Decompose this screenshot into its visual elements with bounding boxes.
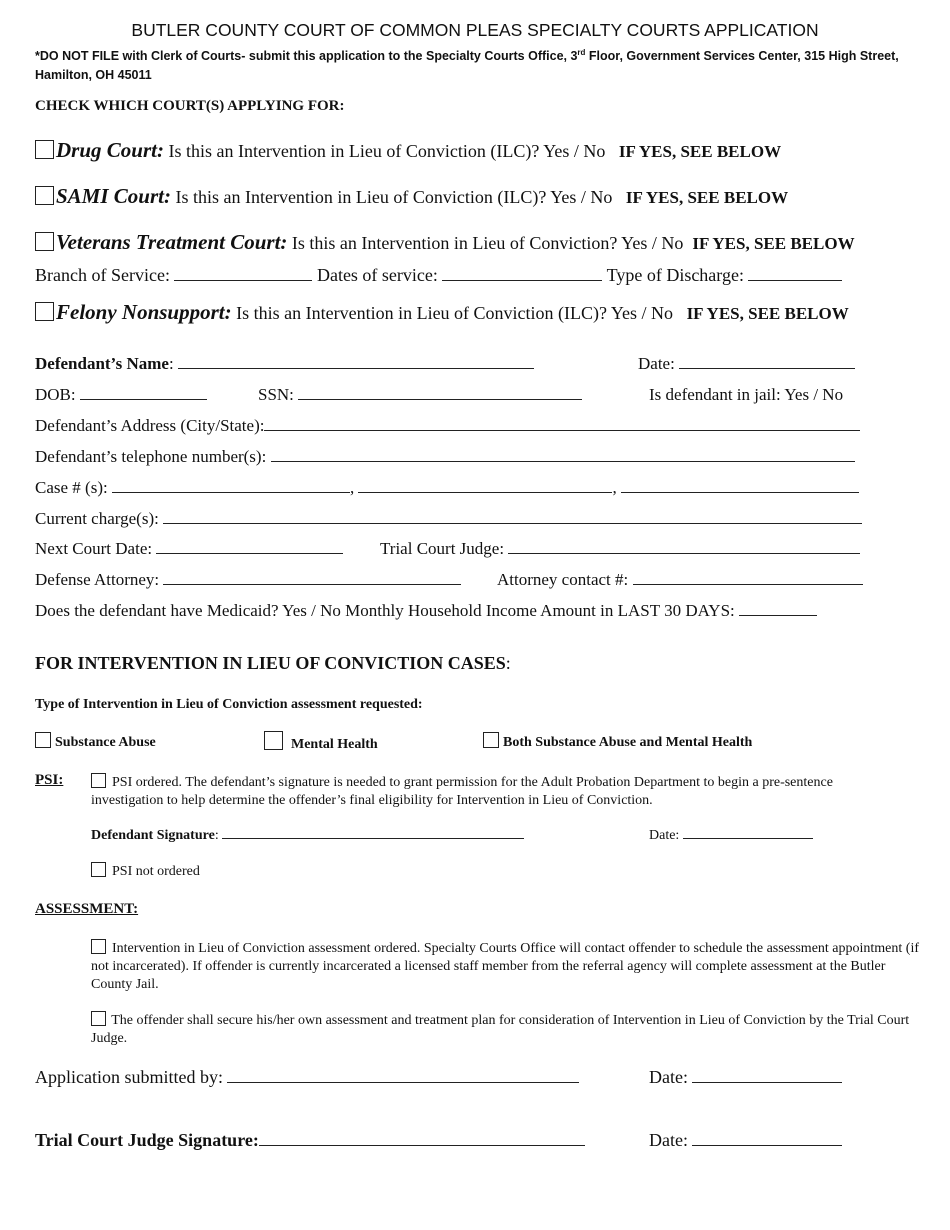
attorney-field[interactable]	[163, 570, 461, 585]
psi-not-ordered-text: PSI not ordered	[112, 864, 200, 879]
comma: ,	[612, 478, 617, 497]
submitted-by-field[interactable]	[227, 1067, 579, 1083]
option-substance-abuse[interactable]	[35, 732, 156, 751]
substance-abuse-checkbox[interactable]	[35, 732, 51, 748]
submitted-date-row	[649, 1067, 842, 1088]
attorney-contact-row	[497, 570, 863, 590]
defendant-signature-field[interactable]	[222, 826, 524, 839]
jail-question: Is defendant in jail: Yes / No	[649, 385, 844, 404]
court-note: IF YES, SEE BELOW	[692, 234, 855, 253]
option-label: Substance Abuse	[55, 735, 156, 750]
assessment-ordered-checkbox[interactable]	[91, 939, 106, 954]
date-label: Date:	[649, 1130, 688, 1150]
court-name: Veterans Treatment Court:	[56, 230, 288, 254]
ssn-label: SSN:	[258, 385, 294, 404]
both-checkbox[interactable]	[483, 732, 499, 748]
assessment-label: ASSESSMENT:	[35, 901, 139, 917]
court-name: Felony Nonsupport:	[56, 300, 232, 324]
psi-not-ordered-checkbox[interactable]	[91, 862, 106, 877]
dates-label: Dates of service:	[316, 265, 438, 285]
court-row-felony	[35, 300, 849, 325]
date-row	[638, 354, 855, 374]
court-row-veterans	[35, 230, 855, 255]
next-court-row	[35, 539, 343, 559]
judge-row	[380, 539, 860, 559]
phone-row	[35, 447, 855, 467]
judge-date-field[interactable]	[692, 1130, 842, 1146]
court-row-drug	[35, 138, 781, 163]
veterans-court-checkbox[interactable]	[35, 232, 54, 251]
court-note: IF YES, SEE BELOW	[618, 142, 782, 161]
submitted-by-row	[35, 1067, 579, 1088]
branch-label: Branch of Service:	[35, 265, 170, 285]
filing-note-part1: *DO NOT FILE with Clerk of Courts- submit this application to the Specialty Courts Office, 3	[35, 49, 578, 64]
ssn-field[interactable]	[298, 385, 582, 400]
dob-field[interactable]	[80, 385, 207, 400]
charges-field[interactable]	[163, 509, 862, 524]
judge-signature-row	[35, 1130, 585, 1151]
address-label: Defendant’s Address (City/State):	[35, 416, 265, 435]
sami-court-checkbox[interactable]	[35, 186, 54, 205]
assessment-option-2-text: The offender shall secure his/her own assessment and treatment plan for consideration of Intervention in Lieu of Conviction by the Trial Court Judge.	[91, 1013, 910, 1046]
discharge-field[interactable]	[748, 266, 842, 281]
option-both[interactable]	[483, 732, 752, 751]
judge-signature-label: Trial Court Judge Signature:	[35, 1130, 259, 1150]
option-label: Mental Health	[291, 737, 378, 752]
court-question: Is this an Intervention in Lieu of Conviction? Yes / No	[291, 233, 684, 253]
address-field[interactable]	[264, 416, 860, 431]
court-row-sami	[35, 184, 788, 209]
option-label: Both Substance Abuse and Mental Health	[503, 735, 753, 750]
option-mental-health[interactable]	[264, 731, 378, 753]
signature-label: Defendant Signature	[91, 828, 215, 843]
ilc-heading-row	[35, 653, 511, 674]
next-court-field[interactable]	[156, 539, 343, 554]
psi-ordered-row	[91, 773, 891, 810]
psi-date-row	[649, 826, 813, 844]
medicaid-row	[35, 601, 817, 621]
drug-court-checkbox[interactable]	[35, 140, 54, 159]
assessment-option-1	[91, 939, 921, 994]
submitted-by-label: Application submitted by:	[35, 1067, 223, 1087]
assessment-option-2	[91, 1011, 921, 1048]
defendant-signature-row	[91, 826, 524, 844]
date-label: Date:	[649, 828, 680, 843]
psi-date-field[interactable]	[683, 826, 813, 839]
ilc-heading: FOR INTERVENTION IN LIEU OF CONVICTION CASES	[35, 653, 506, 673]
phone-field[interactable]	[271, 447, 855, 462]
assessment-option-1-text: Intervention in Lieu of Conviction assessment ordered. Specialty Courts Office will contact offender to schedule the assessment appointment (if not incarcerated). If offender is currently incarcerated a licensed staff member from the referral agency will complete assessment at the Butler County Jail.	[91, 941, 919, 992]
attorney-row	[35, 570, 461, 590]
judge-label: Trial Court Judge:	[380, 539, 505, 558]
ssn-row	[258, 385, 582, 405]
court-question: Is this an Intervention in Lieu of Conviction (ILC)? Yes / No	[168, 141, 606, 161]
attorney-label: Defense Attorney:	[35, 570, 160, 589]
judge-date-row	[649, 1130, 842, 1151]
colon: :	[505, 653, 511, 673]
discharge-label: Type of Discharge:	[606, 265, 744, 285]
address-row	[35, 416, 860, 436]
felony-nonsupport-checkbox[interactable]	[35, 302, 54, 321]
attorney-contact-label: Attorney contact #:	[497, 570, 629, 589]
colon: :	[168, 354, 174, 373]
comma: ,	[349, 478, 355, 497]
dob-label: DOB:	[35, 385, 76, 404]
case-row	[35, 478, 859, 498]
next-court-label: Next Court Date:	[35, 539, 153, 558]
filing-note-line2: Hamilton, OH 45011	[35, 68, 152, 83]
filing-note-sup: rd	[577, 48, 586, 57]
income-field[interactable]	[739, 601, 817, 616]
attorney-contact-field[interactable]	[633, 570, 863, 585]
date-field[interactable]	[679, 354, 855, 369]
case-field-3[interactable]	[621, 478, 859, 493]
court-question: Is this an Intervention in Lieu of Conviction (ILC)? Yes / No	[236, 303, 674, 323]
dates-field[interactable]	[442, 266, 602, 281]
colon: :	[214, 828, 219, 843]
courts-heading: CHECK WHICH COURT(S) APPLYING FOR:	[35, 98, 345, 114]
court-note: IF YES, SEE BELOW	[625, 188, 789, 207]
case-field-2[interactable]	[358, 478, 612, 493]
submitted-date-field[interactable]	[692, 1067, 842, 1083]
filing-note-part2: Floor, Government Services Center, 315 High Street,	[585, 49, 899, 64]
dob-row	[35, 385, 207, 405]
defendant-name-field[interactable]	[178, 354, 534, 369]
own-assessment-checkbox[interactable]	[91, 1011, 106, 1026]
page-title: BUTLER COUNTY COURT OF COMMON PLEAS SPECIALTY COURTS APPLICATION	[131, 20, 819, 40]
court-name: SAMI Court:	[56, 184, 171, 208]
veterans-details-row	[35, 265, 842, 286]
phone-label: Defendant’s telephone number(s):	[35, 447, 267, 466]
court-note: IF YES, SEE BELOW	[686, 304, 849, 323]
judge-field[interactable]	[508, 539, 860, 554]
defendant-name-row	[35, 354, 534, 374]
court-question: Is this an Intervention in Lieu of Conviction (ILC)? Yes / No	[175, 187, 613, 207]
psi-ordered-text: PSI ordered. The defendant’s signature is needed to grant permission for the Adult Probation Department to begin a pre-sentence investigation to help determine the offender’s final eligibility for Intervention in Lieu of Conviction.	[91, 775, 833, 808]
psi-label: PSI:	[35, 772, 64, 788]
ilc-type-label: Type of Intervention in Lieu of Conviction assessment requested:	[35, 697, 423, 712]
case-label: Case # (s):	[35, 478, 108, 497]
charges-row	[35, 509, 862, 529]
mental-health-checkbox[interactable]	[264, 731, 283, 750]
psi-ordered-checkbox[interactable]	[91, 773, 106, 788]
defendant-name-label: Defendant’s Name	[35, 354, 169, 373]
date-label: Date:	[649, 1067, 688, 1087]
case-field-1[interactable]	[112, 478, 350, 493]
branch-field[interactable]	[174, 266, 312, 281]
filing-note	[35, 43, 925, 85]
psi-not-ordered-row[interactable]	[91, 862, 200, 880]
judge-signature-field[interactable]	[259, 1130, 585, 1146]
date-label: Date:	[638, 354, 675, 373]
court-name: Drug Court:	[56, 138, 164, 162]
charges-label: Current charge(s):	[35, 509, 159, 528]
medicaid-label: Does the defendant have Medicaid? Yes / No Monthly Household Income Amount in LAST 30 DAYS:	[35, 601, 735, 620]
